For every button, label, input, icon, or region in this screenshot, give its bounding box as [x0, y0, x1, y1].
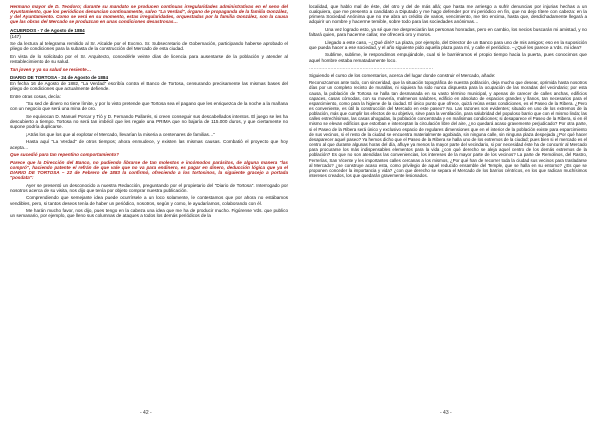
- paragraph: Siguiendo el curso de los comentarios, acerca del lugar donde construir el Mercado, añade:: [309, 72, 496, 78]
- paragraph: Me harán mucho favor, nos dijo, pues tengo en la cabeza una idea que me ha de producir mucho. Figúrense Vds. que publico un semanario, por ejemplo, que lleno sus columnas de ataques a todos los demás periódicos de la: [10, 208, 288, 219]
- right-page: [309, 4, 587, 181]
- page-number-left: - 42 -: [140, 410, 152, 416]
- red-intro-note: Hermano mayor de D. Teodoro; durante su mandato se producen continuas irregularidades administrativas en el seno del Ayuntamiento, que los periódicos denuncian continuamente, salvo "La Verdad", órgano de propaganda de la familia González, y del Ayuntamiento. Como se verá en su momento, estas irregularidades, orquestadas por la familia González, son la causa que las obras del Mercado se produzcan en unas condiciones desastrosas…: [10, 4, 288, 25]
- red-question: Que sucedió para tan repentino comportamiento?: [10, 152, 119, 158]
- quote-paragraph: ¡Atrás los que los que al explotar el Mercado, llevarían la miseria a centenares de familias…": [26, 131, 216, 137]
- page-number-right: - 43 -: [440, 410, 452, 416]
- paragraph: Comprendiendo que semejante idea puede ocurrírsele a un loco solamente, le contestamos que por ahora no estábamos vendibles, pero, si tantos deseos tenía de haber un periódico, nosotros, según y como, le ayudaríamos, colaborando con él.: [10, 195, 288, 206]
- quote-paragraph: Se equivocan D. Manuel Porcar y Tió y D. Fernando Pallarés, si creen conseguir sus descabellados intentos. El juego se les ha descubierto a tiempo. Tortosa no será tan imbécil que les regale una PRIMA que no bajaría de 115.000 duros, y que ciertamente no supone podría duplicarse.: [10, 114, 288, 130]
- paragraph: Ayer se presentó un desconocido a nuestra Redacción, preguntando por el propietario del "Diario de Tortosa". Interrogado por nosotros acerca de su visita, nos dijo que tenía por objeto comprar nuestra publicación.: [10, 182, 288, 193]
- heading-acuerdos: ACUERDOS - 7 de Agosto de 1884: [10, 27, 85, 33]
- paragraph: Sublime, sublime, le respondimos empujándole, cual si le barriéramos el propio tiempo hacia la puerta, pues conocimos que aquel hombre estaba rematadamente loco.: [309, 52, 587, 63]
- quote-paragraph: "Su sed de dinero no tiene límite, y por lo visto pretende que Tortosa sea el pagano que les enriquezca de la noche a la mañana con un negocio que será una mina de oro.: [10, 101, 288, 112]
- heading-diario: DIARIO DE TORTOSA - 24 de Agosto de 1884: [10, 74, 109, 80]
- paragraph: En fecha 16 de Agosto de 1882, "La Verdad" escribía contra el Banco de Tortosa, censurando precisamente las mismas bases del pliego de condiciones que actualmente defiende.: [10, 81, 288, 92]
- paragraph: Se da lectura al telegrama remitido al Sr. Alcalde por el Excmo. Sr. Subsecretario de Gobernación, participando haberse aprobado el pliego de condiciones para la subasta de la construcción del Mercado de esta ciudad.: [10, 41, 288, 52]
- paragraph: Llegado a este caso, –¿Qué diré? La plaza, por ejemplo, del Director de un Banco para uno de mis amigos; eso en la suposición que pueda hacer a ese sociedad, y el año siguiente pido aquella plaza para mí, y calle el periódico. –¿Qué les parece a Vds. mi idea?: [309, 39, 588, 50]
- paragraph: Reconozcamos ante todo, con sinceridad, que la situación topográfica de nuestra población, deja mucho que desear, oprimida hasta nosotros días por un completo recinto de murallas, ni siquiera ha sido nunca dispuesta para la ocupación de las moradas del vecindario; por esta causa, la población de Tortosa se halla tan desmanada en su vasto término municipal, y apenas de carecer de calles anchas, edificios capaces, casas cómodas, con su movería, malmenos salubres, edificio en absoluto de espacios grandes y llanos, tan necesarios para el esparcimiento, como para la higiene de la ciudad. El único punto que ofrece, quizá reúna estas condiciones, es el Paseo de la Ribera. ¿Pero es conveniente, es útil la construcción del Mercado en este paseo? No. Las razones son evidentes; situado en uno de los extremos de la población, más que cumplir los efectos de su objetivo, sirve para la ventilación, para salubridad del populoso barrio que con el mismo linda; las calles estrechísimas, las casas ahogadas, la población concentrada y en malísimas condiciones; si desaparece el Paseo de la Ribera, si en él mismo se elevan edificios que estorban e interceptan la circulación libre del aire, ¿no quedará acaso gravemente perjudicado? Por otra parte, si el Paseo de la Ribera será único y exclusivo espacio de regulares dimensiones que en el interior de la población existe para esparcimiento de sus vecinos, si el resto de la ciudad se encuentra materialmente agobiada, sin ninguna calle, sin ninguna plaza despejada ¿Por qué hacer desaparecer aquel paseo? Ya hemos dicho que el Paseo de la Ribera se halla uno de los extremos de la ciudad; pues bien si el mercado es el centro al que durante algunas horas del día, afluye ya menos la mayor parte del vecindario, si por necesidad éste ha de concurrir al Mercado para procurarse los más indispensables elementos para la vida ¿con qué derecho se aleja aquel centro de los demás extremos de la población? Es que no son atendidas las conveniencias, los intereses de la mayor parte de los vecinos? La parte de Remolinos, del Rastro, Ferrerías, San Vicente y les importantes calles cercanas a los mismos, ¿Por qué han de recorrer toda la ciudad sus vecinos para trasladarse al Mercado? ¿se construye acaso esta, como privilegio de aquel reducido ensamble del Temple, que se halla en su entorno? ¿Es que se proponen conceder la importancia y vida? ¿con que derecho se separa el Mercado de los barrios céntricos, en los que radican muchísimos intereses creados, los que quedarán gravemente lesionados.: [309, 80, 587, 179]
- red-commentary: Parece que la Dirección del Banco, no pudiendo librarse de tan molestos e incómodos parásitos, de alguna manera "las compró", haciendo patente el refrán de que vale que no va para endinero, es pagar en dinero, deducción lógica que ya el DIARIO DE TORTOSA – 22 de Febrero de 1883 la confirmó, ofreciendo a los tortosinos, la siguiente gracejo a portada "posdata":: [10, 159, 288, 181]
- paragraph: En vista de lo solicitado por el Sr. Arquitecto, concedérle veinte días de licencia para ausentarse de la población y atender al restablecimiento de su salud.: [10, 54, 288, 65]
- paragraph: localidad, que hablo mal de éste, del otro y del de más allá; que hasta me arriesgo a sufrir denuncias por injurias hechas a un cualquiera, que me presento a candidato a Diputado y me hago defender por mi periódico en fin, que no dejo títere con cabeza: en la primera Sociedad Anónima que no me abra un crédito de varios, vencimiento, me tiro encima, hasta que, desdichadamente llegará a adquirir un nombre y hacerme temible, sobre todo para las sociedades anónimas…: [309, 4, 587, 25]
- red-comment: Tan joven y ya su salud se resiente…: [10, 66, 92, 72]
- left-page: [10, 4, 288, 221]
- entry-number: (147): [10, 33, 21, 39]
- paragraph: Entre otras cosas, decía:: [10, 93, 61, 99]
- paragraph: Hasta aquí "La Verdad" de otros tiempos; ahora enmudece, y existen las mismas causas. Combatió el proyecto que hoy acepta…: [10, 139, 288, 150]
- separator: ………………………………………………………………………: [309, 65, 434, 71]
- paragraph: Una vez logrado esto, ya sé que me despreciarán las personas honradas, pero en cambio, los necios buscarán mi amistad, y no faltará quien, para hacerme callar, me ofrecerá oro y moros.: [309, 27, 587, 38]
